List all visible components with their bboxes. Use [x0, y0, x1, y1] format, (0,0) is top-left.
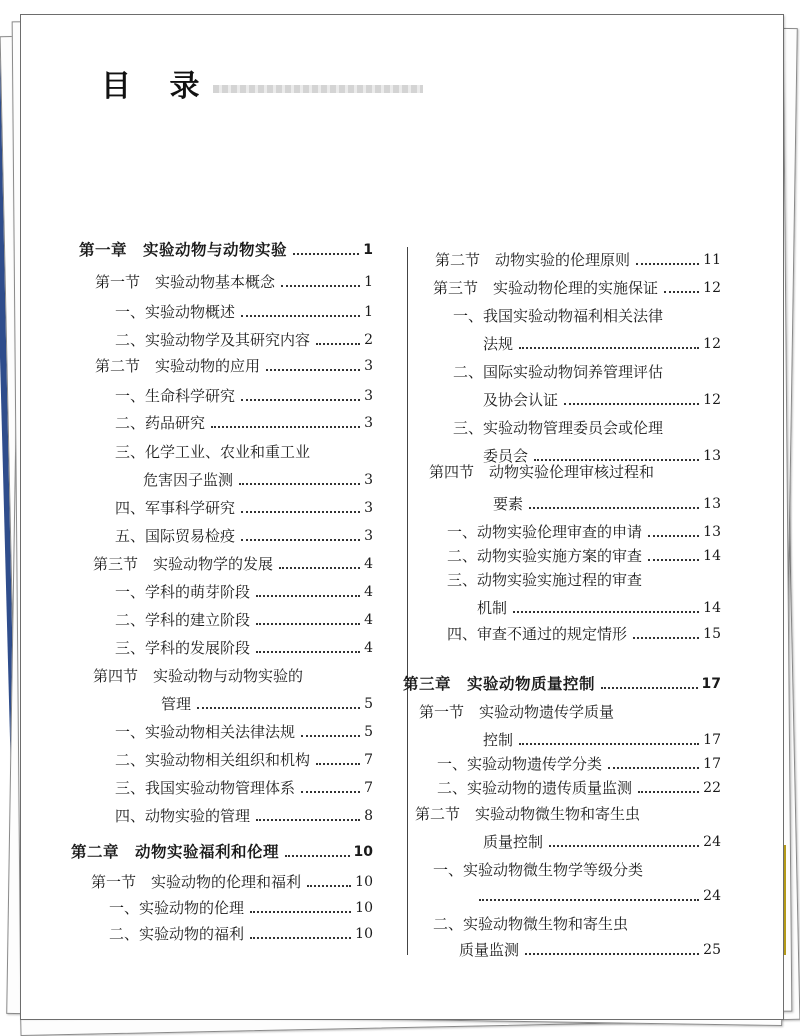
toc-entry-label: 一、动物实验伦理审查的申请	[447, 523, 643, 541]
toc-page-number: 3	[364, 500, 373, 516]
toc-page-number: 5	[364, 724, 373, 740]
toc-page-number: 10	[355, 926, 373, 942]
dot-leader	[648, 534, 699, 537]
toc-entry	[447, 625, 721, 643]
toc-page-number: 3	[364, 528, 373, 544]
dot-leader	[301, 790, 360, 793]
toc-entry-label: 第四节 动物实验伦理审核过程和	[429, 463, 655, 481]
dot-leader	[638, 790, 699, 793]
dot-leader	[636, 262, 699, 265]
toc-page-number: 10	[355, 874, 373, 890]
toc-page-number: 17	[703, 756, 721, 772]
dot-leader	[307, 884, 351, 887]
toc-entry	[143, 471, 373, 489]
toc-page-number: 4	[364, 612, 373, 628]
toc-entry	[115, 751, 373, 769]
toc-entry-label: 四、审查不通过的规定情形	[447, 625, 628, 643]
toc-entry	[115, 443, 373, 461]
toc-entry-label: 委员会	[483, 447, 529, 465]
toc-entry	[483, 833, 721, 851]
toc-entry-label: 一、学科的萌芽阶段	[115, 583, 251, 601]
dot-leader	[316, 762, 360, 765]
toc-entry-label: 一、生命科学研究	[115, 387, 236, 405]
toc-page-number: 25	[703, 942, 721, 958]
toc-page	[20, 14, 784, 1020]
dot-leader	[301, 734, 360, 737]
dot-leader	[281, 284, 360, 287]
toc-entry-label: 三、化学工业、农业和重工业	[115, 443, 311, 461]
toc-entry-label: 机制	[477, 599, 508, 617]
toc-entry	[429, 463, 721, 481]
toc-entry-label: 第三节 实验动物伦理的实施保证	[433, 279, 659, 297]
toc-entry-label: 一、实验动物的伦理	[109, 899, 245, 917]
toc-page-number: 12	[703, 392, 721, 408]
toc-page-number: 12	[703, 280, 721, 296]
toc-entry-label: 第一节 实验动物遗传学质量	[419, 703, 615, 721]
toc-page-number: 15	[703, 626, 721, 642]
toc-entry-label: 第一节 实验动物的伦理和福利	[91, 873, 302, 891]
toc-page-number: 13	[703, 524, 721, 540]
dot-leader	[256, 818, 360, 821]
dot-leader	[534, 458, 699, 461]
toc-chapter-entry	[71, 843, 373, 861]
toc-entry	[115, 387, 373, 405]
toc-entry-label: 管理	[161, 695, 192, 713]
toc-entry-label: 二、实验动物的福利	[109, 925, 245, 943]
toc-page-number: 3	[364, 415, 373, 431]
dot-leader	[608, 766, 699, 769]
toc-entry	[115, 331, 373, 349]
toc-entry-label: 二、实验动物的遗传质量监测	[437, 779, 633, 797]
dot-leader	[279, 566, 360, 569]
title-decoration	[213, 85, 423, 93]
toc-entry-label: 三、实验动物管理委员会或伦理	[453, 419, 664, 437]
toc-entry	[115, 527, 373, 545]
toc-entry	[453, 419, 721, 437]
dot-leader	[211, 425, 360, 428]
toc-entry	[453, 307, 721, 325]
toc-entry	[453, 363, 721, 381]
toc-entry	[447, 523, 721, 541]
toc-entry	[415, 805, 721, 823]
toc-entry	[437, 755, 721, 773]
toc-entry	[95, 273, 373, 291]
toc-entry-label: 质量控制	[483, 833, 544, 851]
toc-entry	[93, 667, 373, 685]
toc-entry	[115, 303, 373, 321]
toc-entry	[93, 555, 373, 573]
toc-entry-label: 第二节 动物实验的伦理原则	[435, 251, 631, 269]
toc-page-number: 1	[364, 274, 373, 290]
toc-page-number: 4	[364, 584, 373, 600]
dot-leader	[256, 650, 360, 653]
toc-entry	[459, 941, 721, 959]
toc-page-number: 8	[364, 808, 373, 824]
toc-entry	[483, 391, 721, 409]
toc-entry	[161, 695, 373, 713]
toc-page-number: 7	[364, 780, 373, 796]
dot-leader	[241, 314, 360, 317]
dot-leader	[285, 854, 350, 857]
toc-entry-label: 四、军事科学研究	[115, 499, 236, 517]
toc-page-number: 13	[703, 448, 721, 464]
dot-leader	[197, 706, 360, 709]
toc-entry-label: 二、实验动物微生物和寄生虫	[433, 915, 629, 933]
toc-entry	[493, 495, 721, 513]
toc-entry	[437, 779, 721, 797]
toc-entry	[115, 779, 373, 797]
toc-entry-label: 一、实验动物概述	[115, 303, 236, 321]
dot-leader	[519, 346, 699, 349]
toc-page-number: 13	[703, 496, 721, 512]
toc-entry-label: 二、动物实验实施方案的审查	[447, 547, 643, 565]
dot-leader	[241, 538, 360, 541]
dot-leader	[549, 844, 699, 847]
toc-entry-label: 二、药品研究	[115, 414, 206, 432]
toc-page-number: 4	[364, 640, 373, 656]
toc-page-number: 14	[703, 548, 721, 564]
dot-leader	[266, 368, 360, 371]
toc-page-number: 3	[364, 472, 373, 488]
toc-entry-label: 控制	[483, 731, 514, 749]
toc-entry-label: 第一节 实验动物基本概念	[95, 273, 276, 291]
dot-leader	[633, 636, 699, 639]
toc-entry	[473, 887, 721, 905]
dot-leader	[256, 622, 360, 625]
toc-entry	[109, 899, 373, 917]
toc-entry-label: 二、实验动物学及其研究内容	[115, 331, 311, 349]
toc-page-number: 24	[703, 888, 721, 904]
toc-page-number: 3	[364, 388, 373, 404]
toc-page-number: 22	[703, 780, 721, 796]
toc-entry-label: 五、国际贸易检疫	[115, 527, 236, 545]
dot-leader	[479, 898, 699, 901]
toc-entry-label: 第三章 实验动物质量控制	[403, 675, 596, 693]
toc-page-number: 10	[353, 844, 373, 860]
dot-leader	[241, 398, 360, 401]
dot-leader	[601, 686, 698, 689]
toc-entry	[91, 873, 373, 891]
toc-page-number: 24	[703, 834, 721, 850]
toc-entry	[115, 723, 373, 741]
dot-leader	[316, 342, 360, 345]
toc-entry-label: 三、学科的发展阶段	[115, 639, 251, 657]
toc-entry	[115, 639, 373, 657]
toc-entry-label: 三、我国实验动物管理体系	[115, 779, 296, 797]
dot-leader	[241, 510, 360, 513]
toc-page-number: 12	[703, 336, 721, 352]
column-divider	[407, 247, 408, 955]
toc-entry-label: 第二节 实验动物微生物和寄生虫	[415, 805, 641, 823]
toc-entry	[419, 703, 721, 721]
toc-page-number: 17	[703, 732, 721, 748]
toc-entry	[115, 611, 373, 629]
toc-entry	[447, 547, 721, 565]
toc-page-number: 7	[364, 752, 373, 768]
page-title: 目 录	[101, 69, 214, 104]
toc-page-number: 17	[701, 676, 721, 692]
dot-leader	[293, 252, 359, 255]
toc-page-number: 2	[364, 332, 373, 348]
toc-entry	[115, 414, 373, 432]
dot-leader	[525, 952, 699, 955]
dot-leader	[519, 742, 699, 745]
toc-entry-label: 第四节 实验动物与动物实验的	[93, 667, 304, 685]
toc-entry	[433, 861, 721, 879]
toc-entry-label: 第二节 实验动物的应用	[95, 357, 261, 375]
toc-entry	[433, 915, 721, 933]
toc-page-number: 5	[364, 696, 373, 712]
toc-entry	[115, 807, 373, 825]
dot-leader	[250, 936, 351, 939]
toc-entry-label: 二、学科的建立阶段	[115, 611, 251, 629]
toc-entry-label: 法规	[483, 335, 514, 353]
dot-leader	[529, 506, 699, 509]
toc-entry-label: 一、实验动物微生物学等级分类	[433, 861, 644, 879]
dot-leader	[239, 482, 360, 485]
toc-entry	[477, 599, 721, 617]
toc-entry	[95, 357, 373, 375]
toc-entry-label: 一、实验动物相关法律法规	[115, 723, 296, 741]
toc-entry	[109, 925, 373, 943]
dot-leader	[256, 594, 360, 597]
toc-entry-label: 三、动物实验实施过程的审查	[447, 571, 643, 589]
toc-chapter-entry	[403, 675, 721, 693]
dot-leader	[564, 402, 699, 405]
toc-entry-label: 一、我国实验动物福利相关法律	[453, 307, 664, 325]
toc-entry	[435, 251, 721, 269]
toc-entry-label: 第三节 实验动物学的发展	[93, 555, 274, 573]
dot-leader	[648, 558, 699, 561]
toc-page-number: 14	[703, 600, 721, 616]
toc-page-number: 1	[364, 304, 373, 320]
toc-entry	[483, 731, 721, 749]
toc-entry-label: 危害因子监测	[143, 471, 234, 489]
toc-entry-label: 二、实验动物相关组织和机构	[115, 751, 311, 769]
toc-page-number: 11	[703, 252, 721, 268]
toc-entry-label: 第一章 实验动物与动物实验	[79, 241, 288, 259]
toc-entry-label: 一、实验动物遗传学分类	[437, 755, 603, 773]
toc-entry	[115, 583, 373, 601]
toc-entry-label: 要素	[493, 495, 524, 513]
toc-entry-label: 二、国际实验动物饲养管理评估	[453, 363, 664, 381]
toc-entry-label: 四、动物实验的管理	[115, 807, 251, 825]
toc-page-number: 10	[355, 900, 373, 916]
toc-page-number: 1	[363, 242, 373, 258]
toc-entry	[447, 571, 721, 589]
toc-entry-label: 第二章 动物实验福利和伦理	[71, 843, 280, 861]
toc-page-number: 3	[364, 358, 373, 374]
toc-entry-label: 质量监测	[459, 941, 520, 959]
toc-entry	[433, 279, 721, 297]
dot-leader	[513, 610, 699, 613]
toc-entry	[483, 335, 721, 353]
toc-entry	[115, 499, 373, 517]
toc-page-number: 4	[364, 556, 373, 572]
dot-leader	[664, 290, 699, 293]
dot-leader	[250, 910, 351, 913]
toc-entry-label: 及协会认证	[483, 391, 559, 409]
toc-chapter-entry	[79, 241, 373, 259]
